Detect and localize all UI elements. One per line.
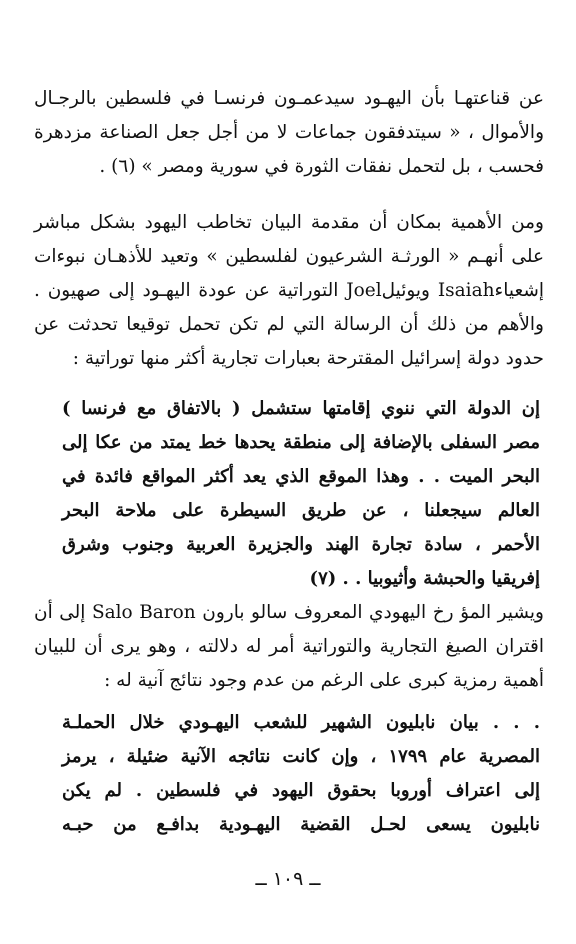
text-line: والأموال ، « سيتدفقون جماعات لا من أجل جعل الصناعة مزدهرة [34, 122, 544, 143]
quote-line: إلى اعتراف أوروبا بحقوق اليهود في فلسطين . لم يكن [62, 780, 540, 801]
quote-line: . . . بيان نابليون الشهير للشعب اليهـودي خلال الحملـة [62, 712, 540, 733]
text-line: اقتران الصيغ التجارية والتوراتية أمر له دلالته ، وهو يرى أن للبيان [34, 636, 544, 657]
quote-line: مصر السفلى بالإضافة إلى منطقة يحدها خط يمتد من عكا إلى [62, 432, 540, 453]
quote-line: إفريقيا والحبشة وأثيوبيا . . (٧) [309, 568, 540, 589]
text-line: ويشير المؤ رخ اليهودي المعروف سالو بارون Salo Baron إلى أن [34, 602, 544, 623]
text-line: على أنهـم « الورثـة الشرعيون لفلسطين » وتعيد للأذهـان نبوءات [34, 246, 544, 267]
text-line: عن قناعتهـا بأن اليهـود سيدعمـون فرنسـا في فلسطين بالرجـال [34, 88, 544, 109]
quote-line: المصرية عام ١٧٩٩ ، وإن كانت نتائجه الآنية ضئيلة ، يرمز [62, 746, 540, 767]
quote-line: العالم سيجعلنا ، عن طريق السيطرة على ملاحة البحر [62, 500, 540, 521]
quote-line: إن الدولة التي ننوي إقامتها ستشمل ( بالاتفاق مع فرنسا ) [62, 398, 540, 419]
text-line: ومن الأهمية بمكان أن مقدمة البيان تخاطب اليهود بشكل مباشر [34, 212, 544, 233]
text-line: أهمية رمزية كبرى على الرغم من عدم وجود نتائج آنية له : [104, 670, 544, 691]
text-line: حدود دولة إسرائيل المقترحة بعبارات تجارية أكثر منها توراتية : [72, 348, 544, 369]
quote-line: البحر الميت . . وهذا الموقع الذي يعد أكثر المواقع فائدة في [62, 466, 540, 487]
text-line: والأهم من ذلك أن الرسالة التي لم تكن تحمل توقيعا تحدثت عن [34, 314, 544, 335]
page-number: ــ ١٠٩ ــ [255, 868, 321, 890]
quote-line: الأحمر ، سادة تجارة الهند والجزيرة العربية وجنوب وشرق [62, 534, 540, 555]
text-line: إشعياءIsaiah ويوئيلJoel التوراتية عن عودة اليهـود إلى صهيون . [34, 280, 545, 301]
text-line: فحسب ، بل لتحمل نفقات الثورة في سورية ومصر » (٦) . [99, 156, 544, 177]
quote-line: نابليون يسعى لحـل القضية اليهـودية بدافـع من حبـه [62, 814, 540, 835]
